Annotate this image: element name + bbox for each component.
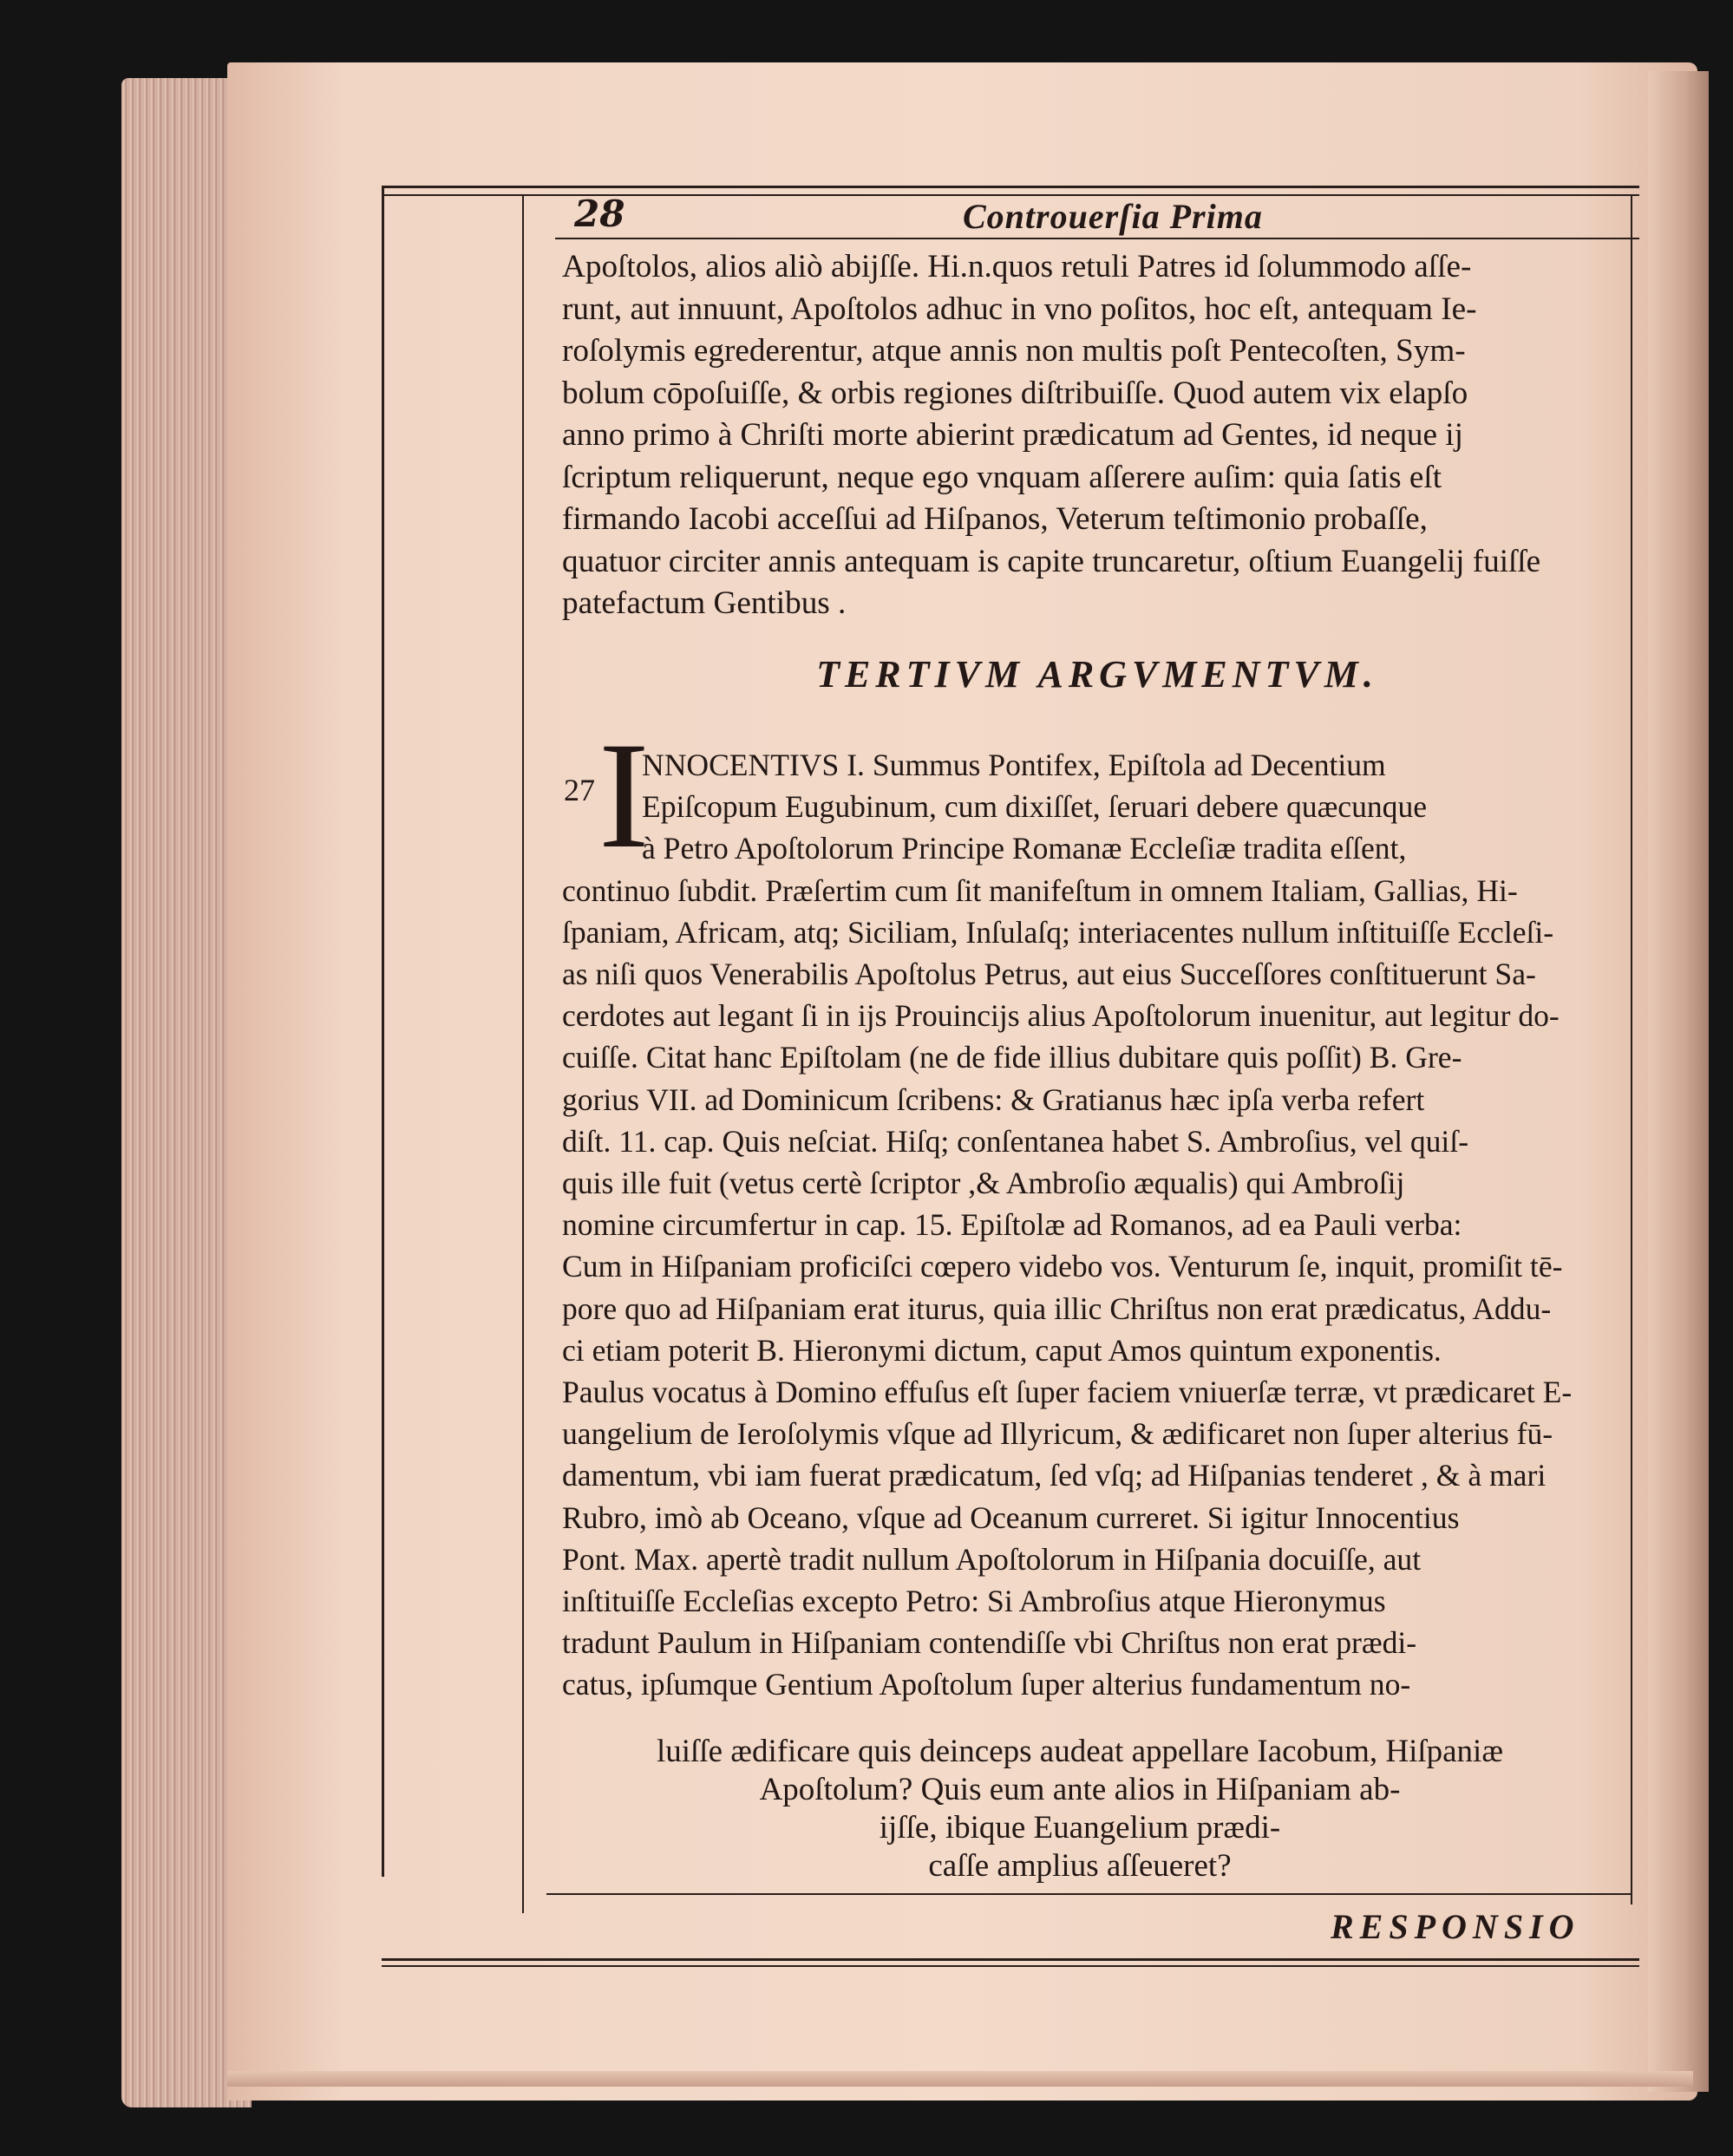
text-line: runt, aut innuunt, Apoſtolos adhuc in vno poſitos, hoc eſt, antequam Ie- — [562, 291, 1477, 327]
book-gutter — [1648, 71, 1709, 2092]
tapered-ending — [520, 1733, 1639, 1885]
frame-rule-bottom — [382, 1958, 1639, 1961]
text-line: Paulus vocatus à Domino effuſus eſt ſuper faciem vniuerſæ terræ, vt prædicaret E- — [562, 1375, 1573, 1410]
catchword: RESPONSIO — [1331, 1907, 1580, 1946]
text-line: luiſſe ædificare quis deinceps audeat appellare Iacobum, Hiſpaniæ — [656, 1734, 1504, 1769]
text-line: anno primo à Chriſti morte abierint prædicatum ad Gentes, id neque ij — [562, 417, 1463, 453]
text-line: cerdotes aut legant ſi in ijs Prouincijs alius Apoſtolorum inuenitur, aut legitur do- — [562, 998, 1560, 1034]
text-line: Apoſtolum? Quis eum ante alios in Hiſpaniam ab- — [759, 1772, 1401, 1807]
text-line: diſt. 11. cap. Quis neſciat. Hiſq; conſentanea habet S. Ambroſius, vel quiſ- — [562, 1123, 1469, 1159]
text-line: NNOCENTIVS I. Summus Pontifex, Epiſtola ad Decentium — [642, 748, 1386, 782]
text-line: Apoſtolos, alios aliò abijſſe. Hi.n.quos retuli Patres id ſolummodo aſſe- — [562, 249, 1472, 284]
text-line: caſſe amplius aſſeueret? — [928, 1848, 1232, 1884]
paragraph-1 — [562, 246, 1632, 625]
text-line: ſcriptum reliquerunt, neque ego vnquam aſſerere auſim: quia ſatis eſt — [562, 459, 1442, 495]
text-line: as niſi quos Venerabilis Apoſtolus Petrus, aut eius Succeſſores conſtituerunt Sa- — [562, 957, 1536, 992]
header-rule — [555, 238, 1639, 239]
text-line: cuiſſe. Citat hanc Epiſtolam (ne de fide illius dubitare quis poſſit) B. Gre- — [562, 1040, 1462, 1075]
frame-rule-left-outer — [382, 186, 384, 1877]
text-line: continuo ſubdit. Præſertim cum ſit manifeſtum in omnem Italiam, Gallias, Hi- — [562, 872, 1518, 908]
text-line: Pont. Max. apertè tradit nullum Apoſtolorum in Hiſpania docuiſſe, aut — [562, 1541, 1422, 1577]
text-line: catus, ipſumque Gentium Apoſtolum ſuper alterius fundamentum no- — [562, 1667, 1411, 1702]
margin-number: 27 — [564, 773, 595, 807]
text-line: firmando Iacobi acceſſui ad Hiſpanos, Veterum teſtimonio probaſſe, — [562, 501, 1428, 537]
text-line: inſtituiſſe Eccleſias excepto Petro: Si Ambroſius atque Hieronymus — [562, 1584, 1386, 1619]
page-number: 28 — [574, 193, 625, 235]
page-bottom-edge — [227, 2071, 1693, 2087]
section-heading: TERTIVM ARGVMENTVM. — [816, 653, 1378, 696]
text-line: pore quo ad Hiſpaniam erat iturus, quia illic Chriſtus non erat prædicatus, Addu- — [562, 1290, 1552, 1326]
text-line: ijſſe, ibique Euangelium prædi- — [879, 1810, 1281, 1846]
text-line: gorius VII. ad Dominicum ſcribens: & Gratianus hæc ipſa verba refert — [562, 1081, 1425, 1117]
paragraph-2 — [562, 744, 1634, 1706]
frame-rule-top — [382, 186, 1639, 188]
text-line: roſolymis egrederentur, atque annis non multis poſt Pentecoſten, Sym- — [562, 333, 1466, 369]
text-line: quis ille fuit (vetus certè ſcriptor ,& Ambroſio æqualis) qui Ambroſij — [562, 1166, 1405, 1201]
text-line: ci etiam poterit B. Hieronymi dictum, caput Amos quintum exponentis. — [562, 1332, 1442, 1368]
frame-rule-left-inner — [522, 196, 524, 1913]
text-line: bolum cōpoſuiſſe, & orbis regiones diſtribuiſſe. Quod autem vix elapſo — [562, 375, 1468, 411]
text-line: Rubro, imò ab Oceano, vſque ad Oceanum curreret. Si igitur Innocentius — [562, 1499, 1460, 1535]
text-line: tradunt Paulum in Hiſpaniam contendiſſe vbi Chriſtus non erat prædi- — [562, 1625, 1417, 1661]
text-line: patefactum Gentibus . — [562, 585, 847, 621]
running-head: Controuerſia Prima — [963, 197, 1263, 236]
text-line: damentum, vbi iam fuerat prædicatum, ſed vſq; ad Hiſpanias tenderet , & à mari — [562, 1458, 1547, 1493]
text-line: Epiſcopum Eugubinum, cum dixiſſet, ſeruari debere quæcunque — [642, 789, 1428, 825]
text-line: uangelium de Ieroſolymis vſque ad Illyricum, & ædificaret non ſuper alterius fū- — [562, 1416, 1553, 1452]
text-line: à Petro Apoſtolorum Principe Romanæ Eccleſiæ tradita eſſent, — [642, 831, 1407, 866]
text-line: Cum in Hiſpaniam proficiſci cœpero videbo vos. Venturum ſe, inquit, promiſit tē- — [562, 1249, 1563, 1284]
footer-rule — [546, 1893, 1631, 1895]
text-line: nomine circumfertur in cap. 15. Epiſtolæ ad Romanos, ad ea Pauli verba: — [562, 1207, 1462, 1243]
text-line: quatuor circiter annis antequam is capite truncaretur, oſtium Euangelij fuiſſe — [562, 543, 1541, 579]
drop-capital: I — [598, 711, 650, 880]
text-line: ſpaniam, Africam, atq; Siciliam, Inſulaſq; interiacentes nullum inſtituiſſe Eccleſi- — [562, 914, 1554, 950]
frame-rule-bottom-inner — [382, 1965, 1639, 1967]
